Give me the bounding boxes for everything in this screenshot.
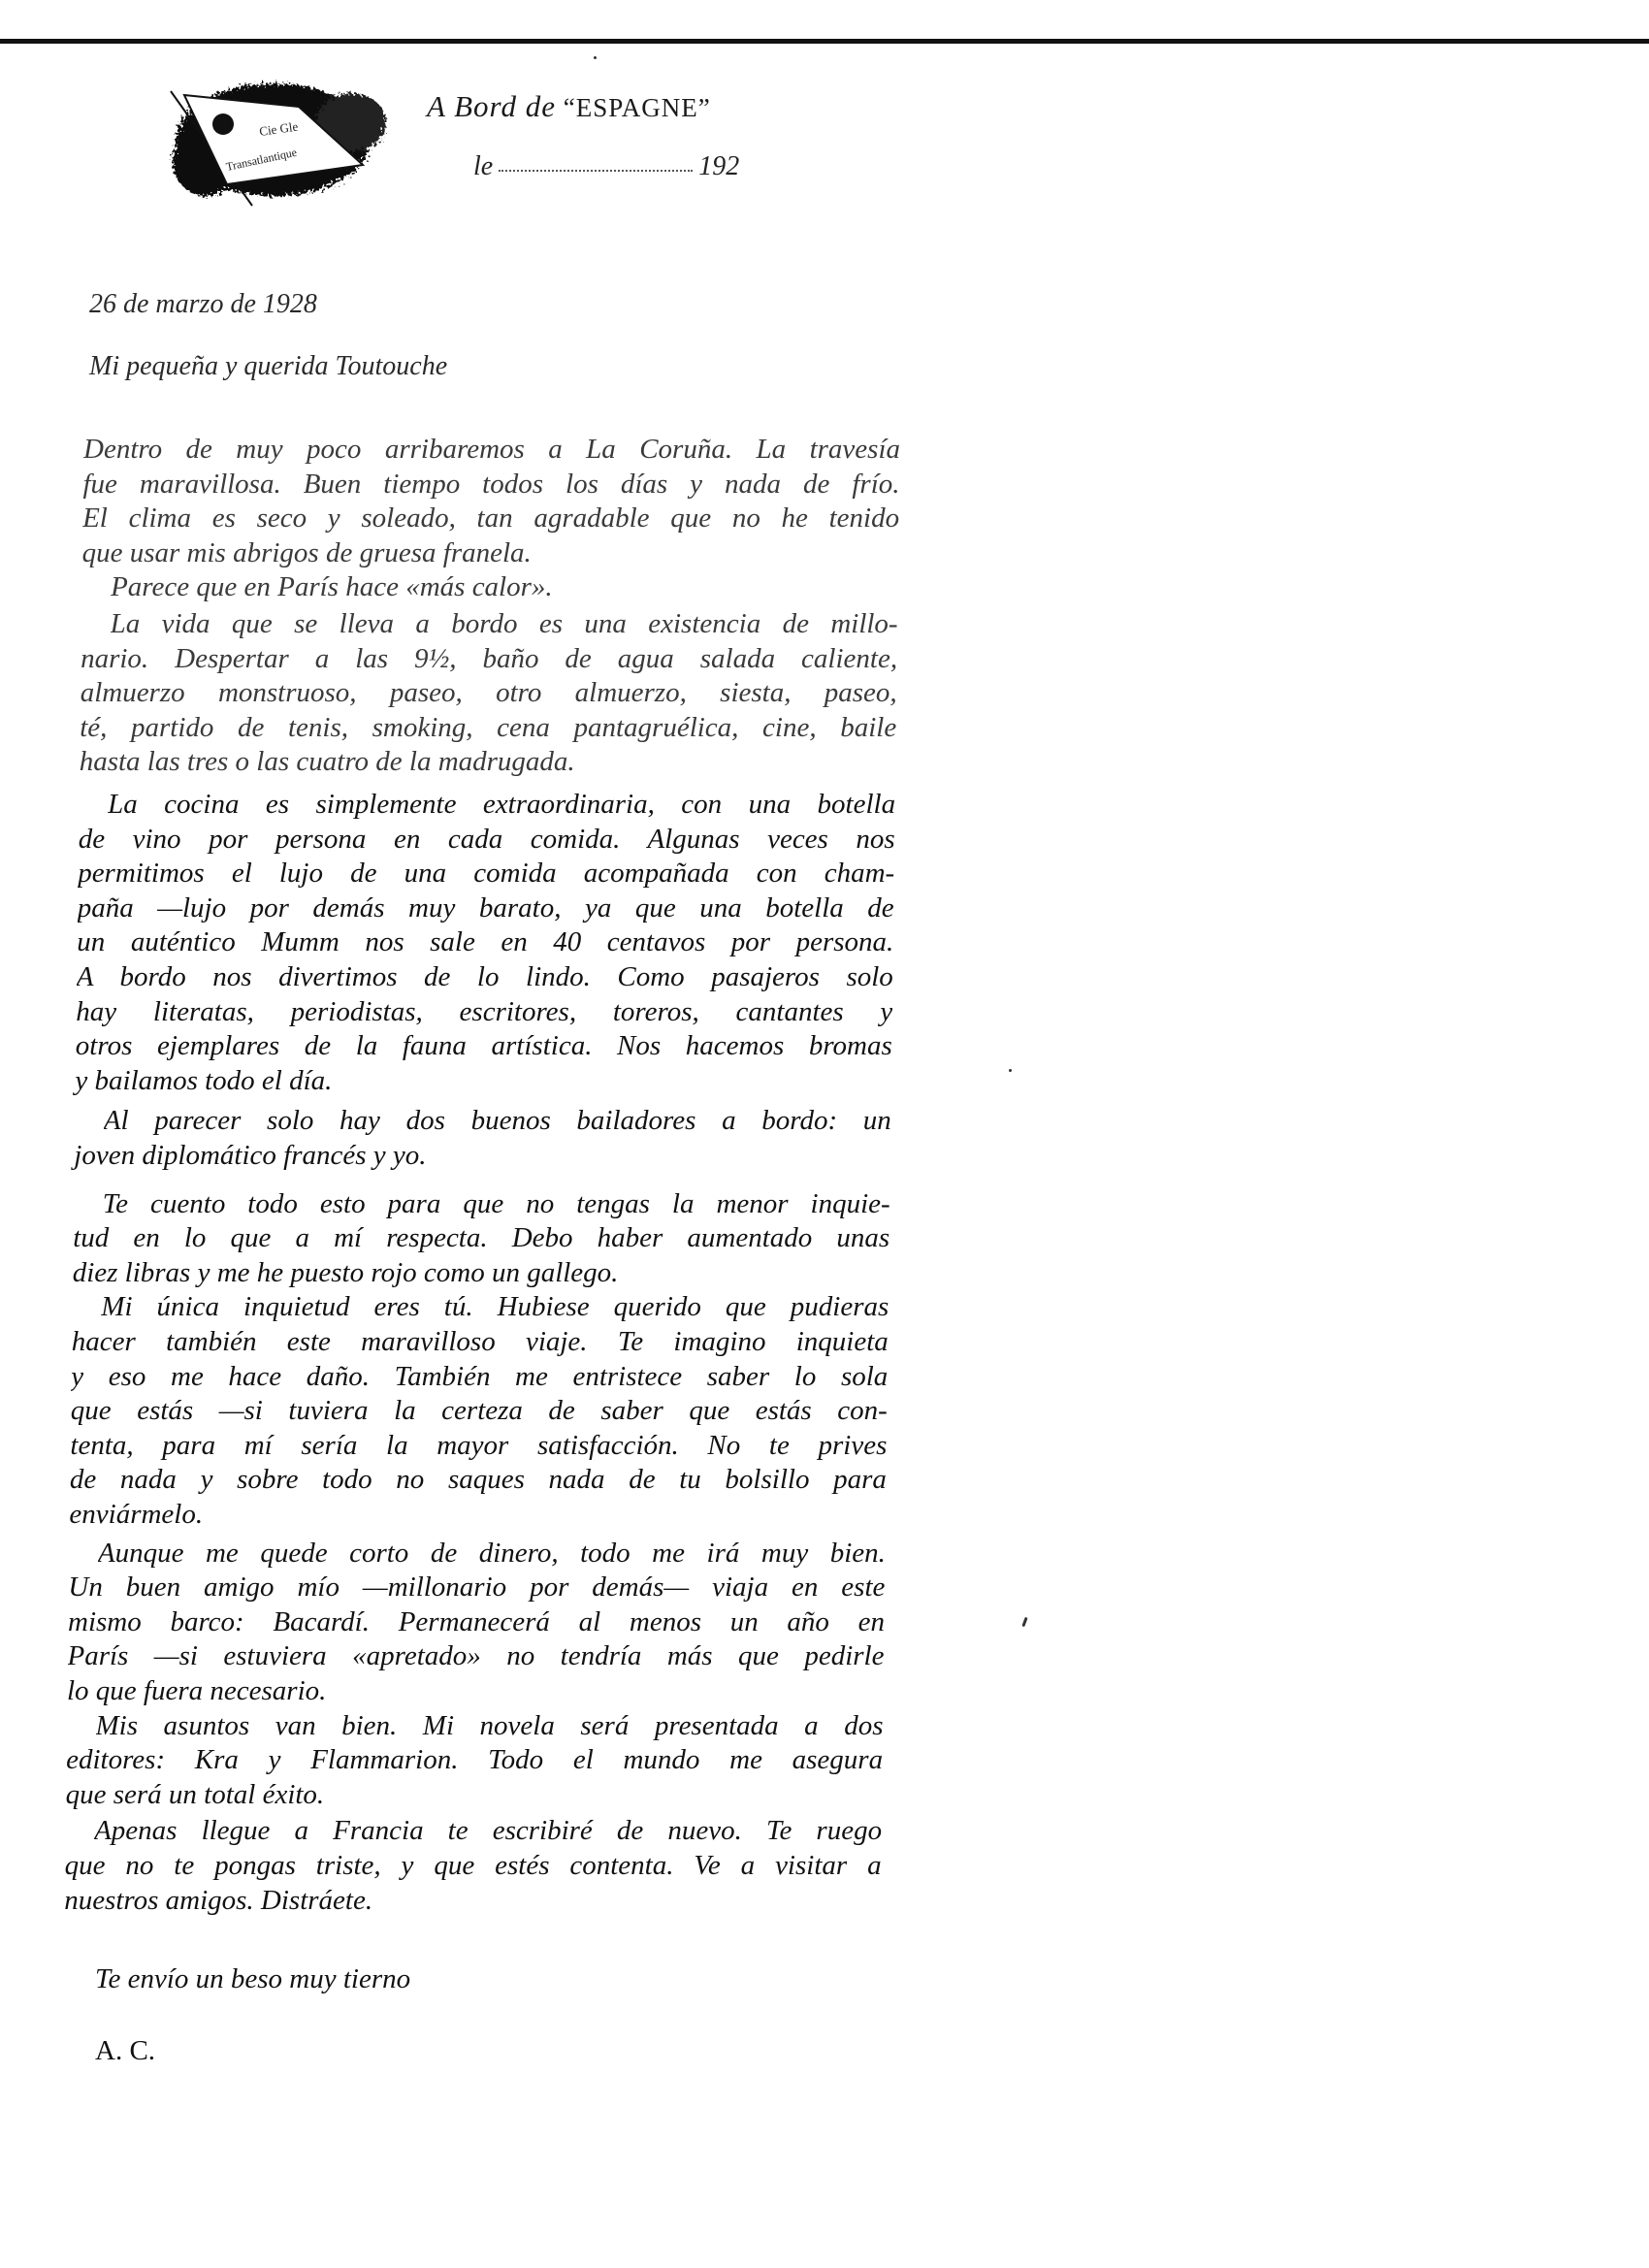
letter-line: hacer también este maravilloso viaje. Te imagino inquieta bbox=[71, 1326, 889, 1357]
letter-line: tud en lo que a mí respecta. Debo haber aumentado unas bbox=[73, 1222, 890, 1254]
letter-line: permitimos el lujo de una comida acompañada con cham- bbox=[78, 858, 895, 890]
letter-line: de vino por persona en cada comida. Algunas veces nos bbox=[78, 823, 895, 855]
flag-logo-icon bbox=[167, 64, 392, 208]
letter-signature: A. C. bbox=[95, 2035, 156, 2066]
letter-line: paña —lujo por demás muy barato, ya que una botella de bbox=[77, 891, 894, 923]
letter-line: Parece que en París hace «más calor». bbox=[111, 571, 553, 603]
letter-date: 26 de marzo de 1928 bbox=[89, 289, 317, 319]
flag-text-line1: Cie Gle bbox=[258, 118, 300, 139]
letter-line: Te cuento todo esto para que no tengas la menor inquie- bbox=[102, 1187, 890, 1219]
letter-line: que será un total éxito. bbox=[65, 1778, 325, 1810]
scan-speck bbox=[1009, 1069, 1012, 1072]
letter-line: hasta las tres o las cuatro de la madrugada. bbox=[79, 746, 575, 778]
letterhead-prefix: A Bord de bbox=[427, 89, 556, 123]
letter-line: diez libras y me he puesto rojo como un gallego. bbox=[72, 1256, 619, 1288]
scan-speck bbox=[1021, 1617, 1027, 1627]
letter-line: Dentro de muy poco arribaremos a La Coruña. La travesía bbox=[83, 434, 900, 465]
letter-line: La cocina es simplemente extraordinaria, con una botella bbox=[108, 789, 896, 820]
letter-line: y eso me hace daño. También me entristece saber lo sola bbox=[71, 1360, 889, 1392]
letter-line: Apenas llegue a Francia te escribiré de nuevo. Te ruego bbox=[94, 1815, 883, 1847]
letter-line: Mis asuntos van bien. Mi novela será presentada a dos bbox=[95, 1709, 884, 1741]
letter-line: mismo barco: Bacardí. Permanecerá al menos un año en bbox=[68, 1605, 885, 1637]
letter-line: té, partido de tenis, smoking, cena pantagruélica, cine, baile bbox=[80, 711, 897, 743]
letter-line: que estás —si tuviera la certeza de saber que estás con- bbox=[70, 1395, 888, 1427]
letter-line: editores: Kra y Flammarion. Todo el mundo me asegura bbox=[66, 1744, 884, 1776]
letter-line: de nada y sobre todo no saques nada de tu bolsillo para bbox=[69, 1464, 887, 1496]
letter-line: La vida que se lleva a bordo es una existencia de millo- bbox=[110, 608, 898, 639]
letter-line: enviármelo. bbox=[69, 1499, 204, 1530]
date-blank bbox=[499, 170, 693, 172]
letter-line: que usar mis abrigos de gruesa franela. bbox=[81, 536, 532, 568]
letter-line: Al parecer solo hay dos buenos bailadores a bordo: un bbox=[103, 1105, 891, 1137]
letter-line: y bailamos todo el día. bbox=[75, 1064, 333, 1096]
letter-line: joven diplomático francés y yo. bbox=[74, 1140, 427, 1171]
letter-line: otros ejemplares de la fauna artística. Nos hacemos bromas bbox=[75, 1030, 892, 1062]
letter-line: tenta, para mí sería la mayor satisfacción. No te prives bbox=[70, 1429, 888, 1461]
letterhead-date-field bbox=[473, 151, 784, 184]
flag-text-line2: Transatlantique bbox=[224, 145, 299, 174]
letterhead-date-prefix: le bbox=[473, 151, 494, 181]
letterhead-title bbox=[427, 89, 711, 124]
letter-line: un auténtico Mumm nos sale en 40 centavos por persona. bbox=[77, 926, 894, 958]
letter-line: almuerzo monstruoso, paseo, otro almuerzo, siesta, paseo, bbox=[80, 677, 897, 709]
letter-line: Un buen amigo mío —millonario por demás— viaja en este bbox=[68, 1571, 886, 1604]
letterhead-ship-name: “ESPAGNE” bbox=[563, 93, 711, 122]
letter-line: nuestros amigos. Distráete. bbox=[64, 1884, 373, 1916]
top-rule bbox=[0, 39, 1649, 44]
company-flag-logo bbox=[167, 64, 392, 208]
letter-greeting: Mi pequeña y querida Toutouche bbox=[89, 351, 448, 381]
letter-line: Mi única inquietud eres tú. Hubiese querido que pudieras bbox=[101, 1291, 889, 1323]
letter-line: nario. Despertar a las 9½, baño de agua salada caliente, bbox=[81, 642, 898, 674]
letter-line: que no te pongas triste, y que estés contenta. Ve a visitar a bbox=[64, 1850, 882, 1881]
letter-line: fue maravillosa. Buen tiempo todos los días y nada de frío. bbox=[82, 468, 900, 500]
letter-closing: Te envío un beso muy tierno bbox=[95, 1963, 411, 1994]
letter-line: El clima es seco y soleado, tan agradable que no he tenido bbox=[82, 502, 900, 535]
scan-speck bbox=[594, 56, 597, 59]
letter-line: Aunque me quede corto de dinero, todo me irá muy bien. bbox=[97, 1537, 886, 1569]
letter-line: A bordo nos divertimos de lo lindo. Como pasajeros solo bbox=[76, 961, 893, 992]
letter-line: hay literatas, periodistas, escritores, toreros, cantantes y bbox=[76, 995, 893, 1027]
letterhead-date-year: 192 bbox=[698, 151, 740, 181]
letter-line: París —si estuviera «apretado» no tendría más que pedirle bbox=[67, 1640, 885, 1672]
letter-line: lo que fuera necesario. bbox=[67, 1675, 327, 1706]
